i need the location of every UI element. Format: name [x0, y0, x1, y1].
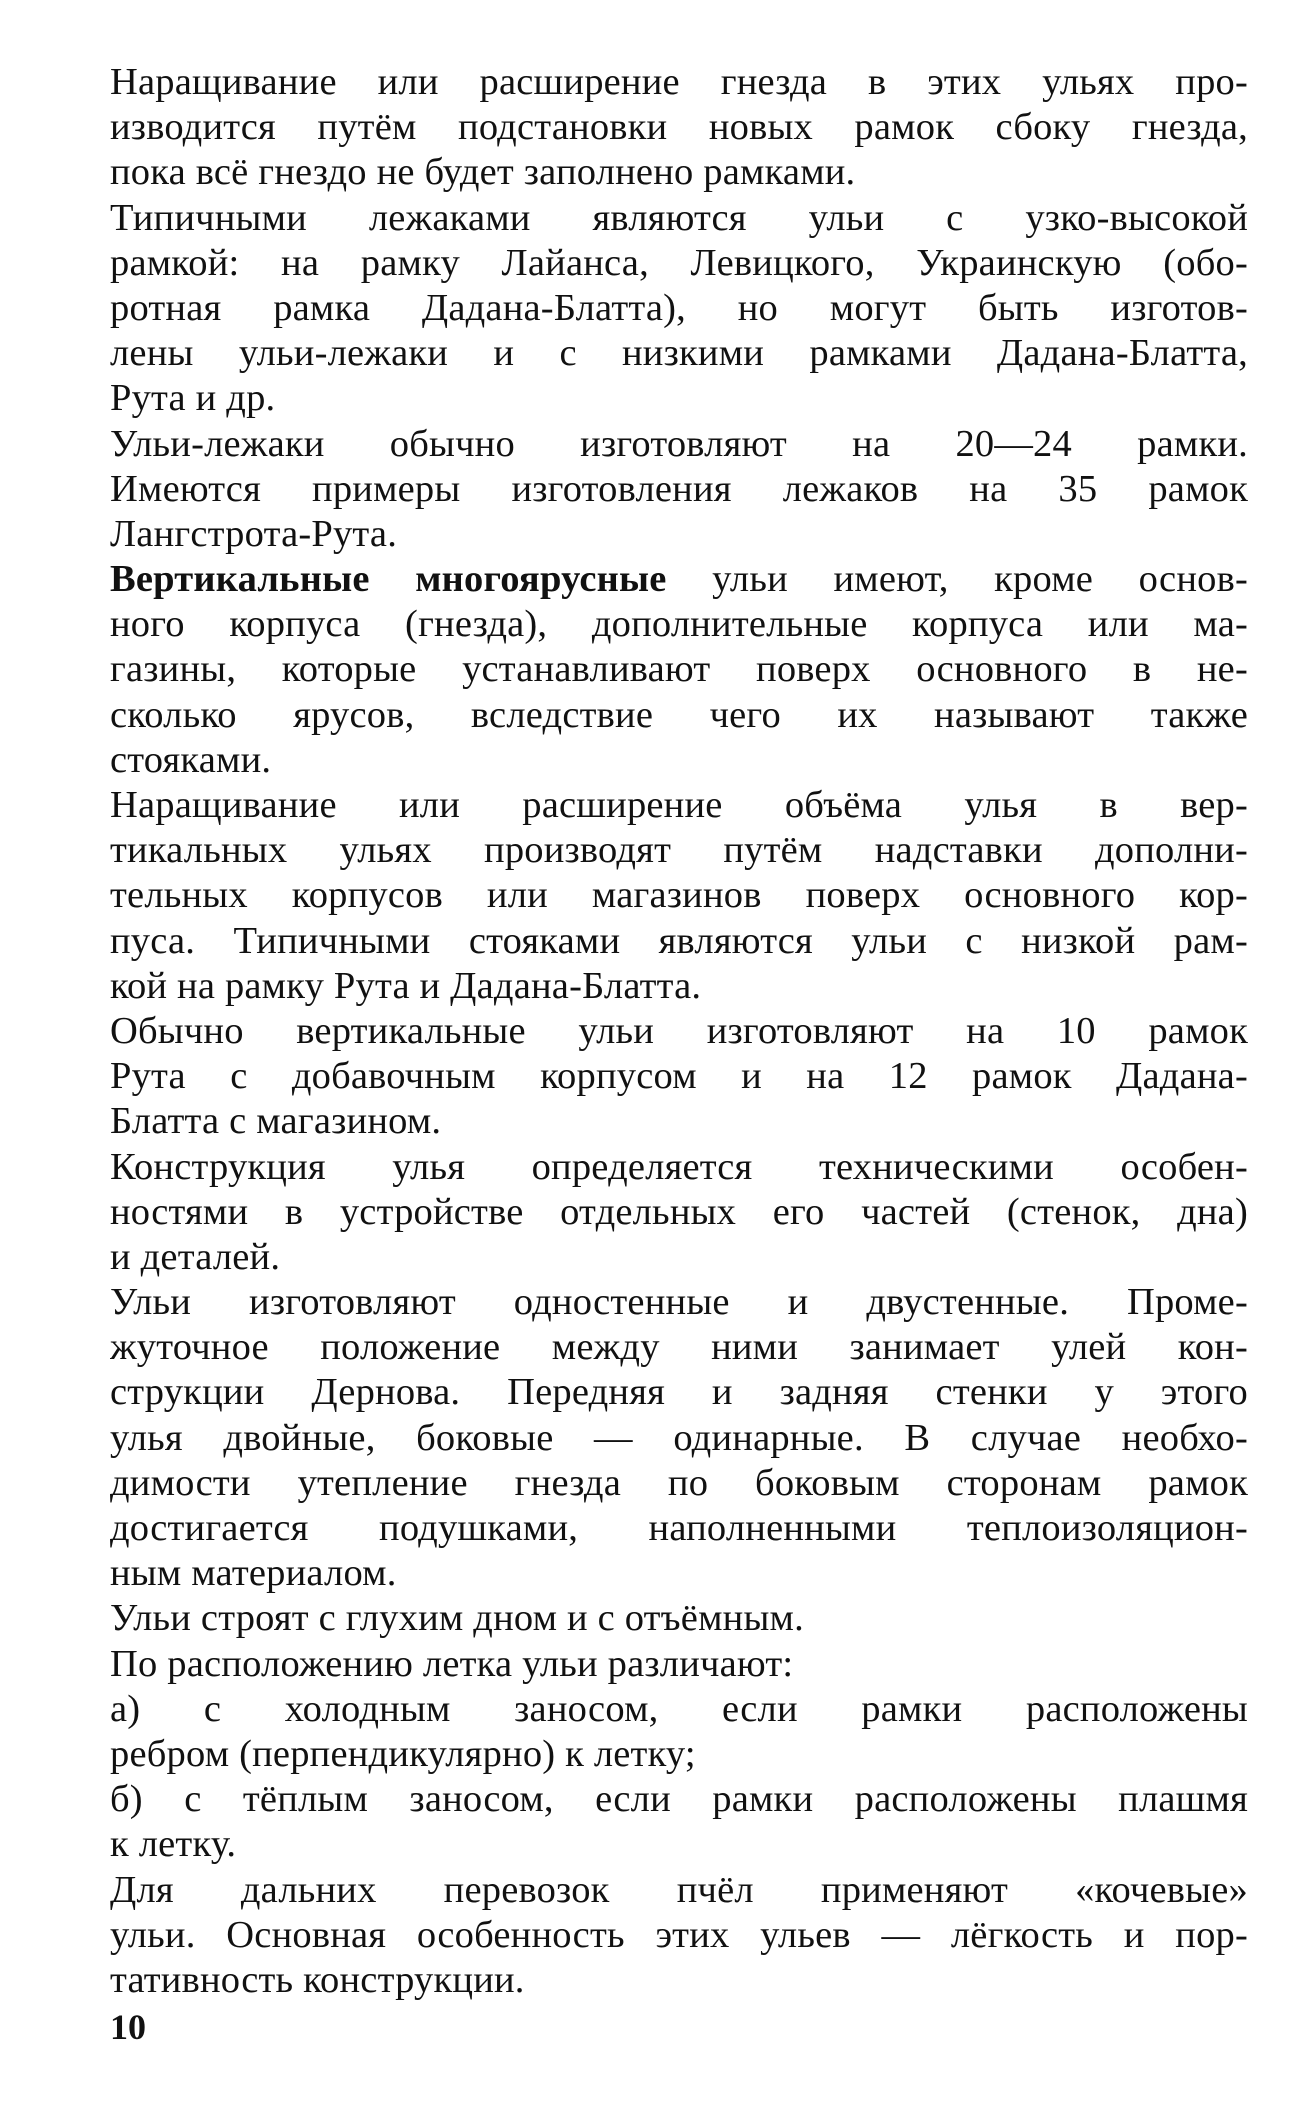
- list-item-b: [110, 1777, 1248, 1867]
- text-line: тельных корпусов или магазинов поверх основного кор-: [110, 874, 1248, 917]
- text-line: изводится путём подстановки новых рамок сбоку гнезда,: [110, 106, 1248, 149]
- paragraph: [110, 783, 1248, 1009]
- text-line: и деталей.: [110, 1235, 281, 1278]
- text-line: рамкой: на рамку Лайанса, Левицкого, Украинскую (обо-: [110, 241, 1248, 284]
- page-text: [110, 60, 1248, 2050]
- text-line: улья двойные, боковые — одинарные. В случае необхо-: [110, 1416, 1248, 1459]
- paragraph: [110, 1596, 1248, 1641]
- text-line: Ульи-лежаки обычно изготовляют на 20—24 рамки.: [110, 422, 1248, 465]
- text-line: к летку.: [110, 1823, 237, 1866]
- paragraph: [110, 1868, 1248, 2004]
- text-line: Блатта с магазином.: [110, 1100, 442, 1143]
- text-line: Ульи строят с глухим дном и с отъёмным.: [110, 1597, 804, 1640]
- text-line: ульи. Основная особенность этих ульев — лёгкость и пор-: [110, 1913, 1248, 1956]
- text-line: б) с тёплым заносом, если рамки расположены плашмя: [110, 1778, 1248, 1821]
- text-line: По расположению летка ульи различают:: [110, 1642, 794, 1685]
- text-line: Рута с добавочным корпусом и на 12 рамок Дадана-: [110, 1055, 1248, 1098]
- text-line: пока всё гнездо не будет заполнено рамками.: [110, 151, 856, 194]
- text-line: ребром (перпендикулярно) к летку;: [110, 1732, 696, 1775]
- text-line: сколько ярусов, вследствие чего их называют также: [110, 693, 1248, 736]
- text-line: Конструкция улья определяется техническими особен-: [110, 1145, 1248, 1188]
- text-line: Обычно вертикальные ульи изготовляют на 10 рамок: [110, 1009, 1248, 1052]
- paragraph: [110, 1280, 1248, 1596]
- text-line: димости утепление гнезда по боковым сторонам рамок: [110, 1461, 1248, 1504]
- text-line: ного корпуса (гнезда), дополнительные корпуса или ма-: [110, 603, 1248, 646]
- bold-term: Вертикальные многоярусные: [110, 558, 667, 601]
- text-line: Наращивание или расширение гнезда в этих ульях про-: [110, 61, 1248, 103]
- text-line: Типичными лежаками являются ульи с узко-высокой: [110, 196, 1248, 239]
- text-line: пуса. Типичными стояками являются ульи с низкой рам-: [110, 919, 1248, 962]
- text-line: тикальных ульях производят путём надставки дополни-: [110, 829, 1248, 872]
- paragraph: [110, 196, 1248, 422]
- text-line: струкции Дернова. Передняя и задняя стенки у этого: [110, 1371, 1248, 1414]
- text-line: Ульи изготовляют одностенные и двустенные. Проме-: [110, 1281, 1248, 1324]
- text-line: Рута и др.: [110, 377, 276, 420]
- paragraph: [110, 1642, 1248, 1687]
- text-line: жуточное положение между ними занимает улей кон-: [110, 1326, 1248, 1369]
- text-line: достигается подушками, наполненными теплоизоляцион-: [110, 1507, 1248, 1549]
- text-run: ульи имеют, кроме основ-: [666, 558, 1248, 601]
- list-item-a: [110, 1687, 1248, 1777]
- text-line: Лангстрота-Рута.: [110, 512, 398, 555]
- paragraph: [110, 60, 1248, 196]
- text-line: Имеются примеры изготовления лежаков на 35 рамок: [110, 467, 1248, 510]
- text-line: стояками.: [110, 738, 272, 781]
- text-line: ротная рамка Дадана-Блатта), но могут быть изготов-: [110, 286, 1248, 329]
- text-line: ным материалом.: [110, 1552, 397, 1595]
- text-line: ностями в устройстве отдельных его частей (стенок, дна): [110, 1190, 1248, 1233]
- text-line: [110, 557, 1248, 602]
- text-line: газины, которые устанавливают поверх основного в не-: [110, 648, 1248, 691]
- text-line: лены ульи-лежаки и с низкими рамками Дадана-Блатта,: [110, 332, 1248, 375]
- text-line: кой на рамку Рута и Дадана-Блатта.: [110, 964, 702, 1007]
- text-line: Наращивание или расширение объёма улья в вер-: [110, 784, 1248, 826]
- text-line: тативность конструкции.: [110, 1958, 525, 2001]
- paragraph: [110, 1145, 1248, 1281]
- text-line: а) с холодным заносом, если рамки расположены: [110, 1687, 1248, 1730]
- paragraph: [110, 1009, 1248, 1145]
- paragraph: [110, 557, 1248, 783]
- page-number: 10: [110, 2007, 146, 2047]
- paragraph: [110, 422, 1248, 558]
- text-line: Для дальних перевозок пчёл применяют «кочевые»: [110, 1868, 1248, 1911]
